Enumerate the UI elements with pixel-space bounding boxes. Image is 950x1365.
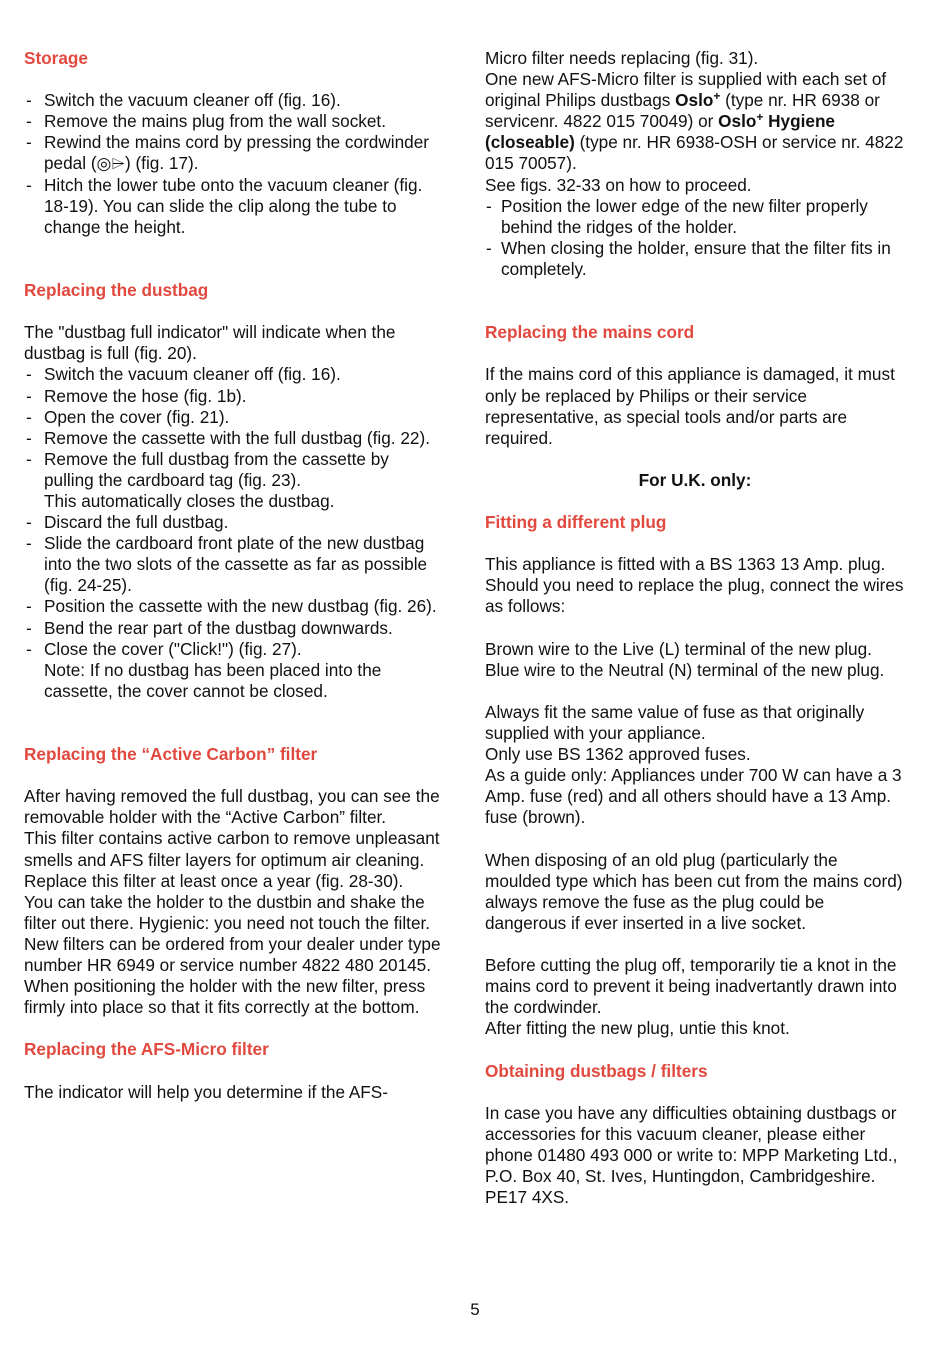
- plug-paragraph: After fitting the new plug, untie this knot.: [485, 1018, 790, 1039]
- right-column: [485, 48, 905, 1208]
- list-item: - Discard the full dustbag.: [24, 512, 442, 533]
- plug-paragraph: Before cutting the plug off, temporarily tie a knot in the mains cord to prevent it being inadvertantly drawn into the cordwinder.: [485, 955, 897, 1018]
- storage-list: [24, 90, 442, 238]
- list-item: - Switch the vacuum cleaner off (fig. 16).: [24, 90, 442, 111]
- carbon-paragraph: Replace this filter at least once a year (fig. 28-30).: [24, 870, 404, 891]
- afs-list: [485, 196, 905, 280]
- carbon-paragraph: You can take the holder to the dustbin and shake the filter out there. Hygienic: you need not touch the filter.: [24, 891, 431, 933]
- list-item: - Hitch the lower tube onto the vacuum cleaner (fig. 18-19). You can slide the clip along the tube to change the height.: [24, 175, 442, 238]
- storage-heading: Storage: [24, 48, 88, 68]
- list-item: - Open the cover (fig. 21).: [24, 407, 442, 428]
- oslo-brand: Oslo: [675, 90, 714, 111]
- oslo-brand: Oslo: [718, 111, 757, 132]
- list-item: - Switch the vacuum cleaner off (fig. 16).: [24, 364, 442, 385]
- carbon-paragraph: This filter contains active carbon to remove unpleasant smells and AFS filter layers for optimum air cleaning.: [24, 828, 440, 870]
- list-item: - Rewind the mains cord by pressing the cordwinder pedal (◎⌲) (fig. 17).: [24, 132, 442, 174]
- dustbag-heading: Replacing the dustbag: [24, 280, 209, 301]
- hygiene-label: Hygiene (closeable): [485, 111, 835, 153]
- afs-dustbag-info: One new AFS-Micro filter is supplied with each set of original Philips dustbags Oslo+ (type nr. HR 6938 or servicenr. 4822 015 70049) or Oslo+ Hygiene (closeable) (type nr. HR 6938-OSH or service nr. 4822 015 70057).: [485, 69, 904, 174]
- list-item: - Remove the mains plug from the wall socket.: [24, 111, 442, 132]
- list-item: - Remove the full dustbag from the cassette by pulling the cardboard tag (fig. 23). This automatically closes the dustbag.: [24, 449, 442, 512]
- plug-heading: Fitting a different plug: [485, 512, 667, 533]
- plug-paragraph: This appliance is fitted with a BS 1363 13 Amp. plug.: [485, 554, 886, 575]
- obtaining-heading: Obtaining dustbags / filters: [485, 1060, 708, 1081]
- afs-continued-line: Micro filter needs replacing (fig. 31).: [485, 48, 759, 68]
- list-item: - Slide the cardboard front plate of the new dustbag into the two slots of the cassette as far as possible (fig. 24-25).: [24, 533, 442, 596]
- page-number: 5: [470, 1300, 480, 1319]
- afs-text: The indicator will help you determine if the AFS-: [24, 1081, 388, 1102]
- left-column: [24, 48, 442, 1103]
- list-item: - When closing the holder, ensure that the filter fits in completely.: [485, 238, 905, 280]
- plug-paragraph: Always fit the same value of fuse as that originally supplied with your appliance.: [485, 701, 865, 743]
- carbon-paragraph: After having removed the full dustbag, you can see the removable holder with the “Active Carbon” filter.: [24, 786, 440, 828]
- uk-only-label: For U.K. only:: [638, 469, 752, 490]
- list-item: - Position the cassette with the new dustbag (fig. 26).: [24, 596, 442, 617]
- list-item: - Close the cover ("Click!") (fig. 27). Note: If no dustbag has been placed into the cassette, the cover cannot be closed.: [24, 639, 442, 702]
- list-item: - Remove the hose (fig. 1b).: [24, 386, 442, 407]
- plug-paragraph: Should you need to replace the plug, connect the wires as follows:: [485, 575, 904, 617]
- plug-paragraph: Only use BS 1362 approved fuses.: [485, 744, 751, 765]
- dustbag-intro: The "dustbag full indicator" will indicate when the dustbag is full (fig. 20).: [24, 322, 396, 364]
- list-item: - Remove the cassette with the full dustbag (fig. 22).: [24, 428, 442, 449]
- list-item: - Bend the rear part of the dustbag downwards.: [24, 618, 442, 639]
- plug-paragraph: As a guide only: Appliances under 700 W can have a 3 Amp. fuse (red) and all others should have a 13 Amp. fuse (brown).: [485, 765, 902, 828]
- carbon-paragraph: When positioning the holder with the new filter, press firmly into place so that it fits correctly at the bottom.: [24, 976, 426, 1018]
- afs-heading: Replacing the AFS-Micro filter: [24, 1039, 269, 1060]
- dustbag-list: [24, 364, 442, 702]
- plug-paragraph: When disposing of an old plug (particularly the moulded type which has been cut from the mains cord) always remove the fuse as the plug could be dangerous if ever inserted in a live socket.: [485, 849, 903, 933]
- plug-paragraph: Brown wire to the Live (L) terminal of the new plug.: [485, 638, 872, 659]
- mains-text: If the mains cord of this appliance is damaged, it must only be replaced by Philips or their service representative, as special tools and/or parts are required.: [485, 364, 895, 448]
- list-item: - Position the lower edge of the new filter properly behind the ridges of the holder.: [485, 196, 905, 238]
- carbon-heading: Replacing the “Active Carbon” filter: [24, 744, 318, 765]
- mains-heading: Replacing the mains cord: [485, 322, 695, 343]
- carbon-paragraph: New filters can be ordered from your dealer under type number HR 6949 or service number 4822 480 20145.: [24, 933, 441, 976]
- plug-paragraph: Blue wire to the Neutral (N) terminal of the new plug.: [485, 659, 885, 680]
- afs-see-figs: See figs. 32-33 on how to proceed.: [485, 174, 752, 195]
- obtaining-text: In case you have any difficulties obtaining dustbags or accessories for this vacuum cleaner, please either phone 01480 493 000 or write to: MPP Marketing Ltd., P.O. Box 40, St. Ives, Huntingdon, Cambridgeshire. PE17 4XS.: [485, 1102, 898, 1208]
